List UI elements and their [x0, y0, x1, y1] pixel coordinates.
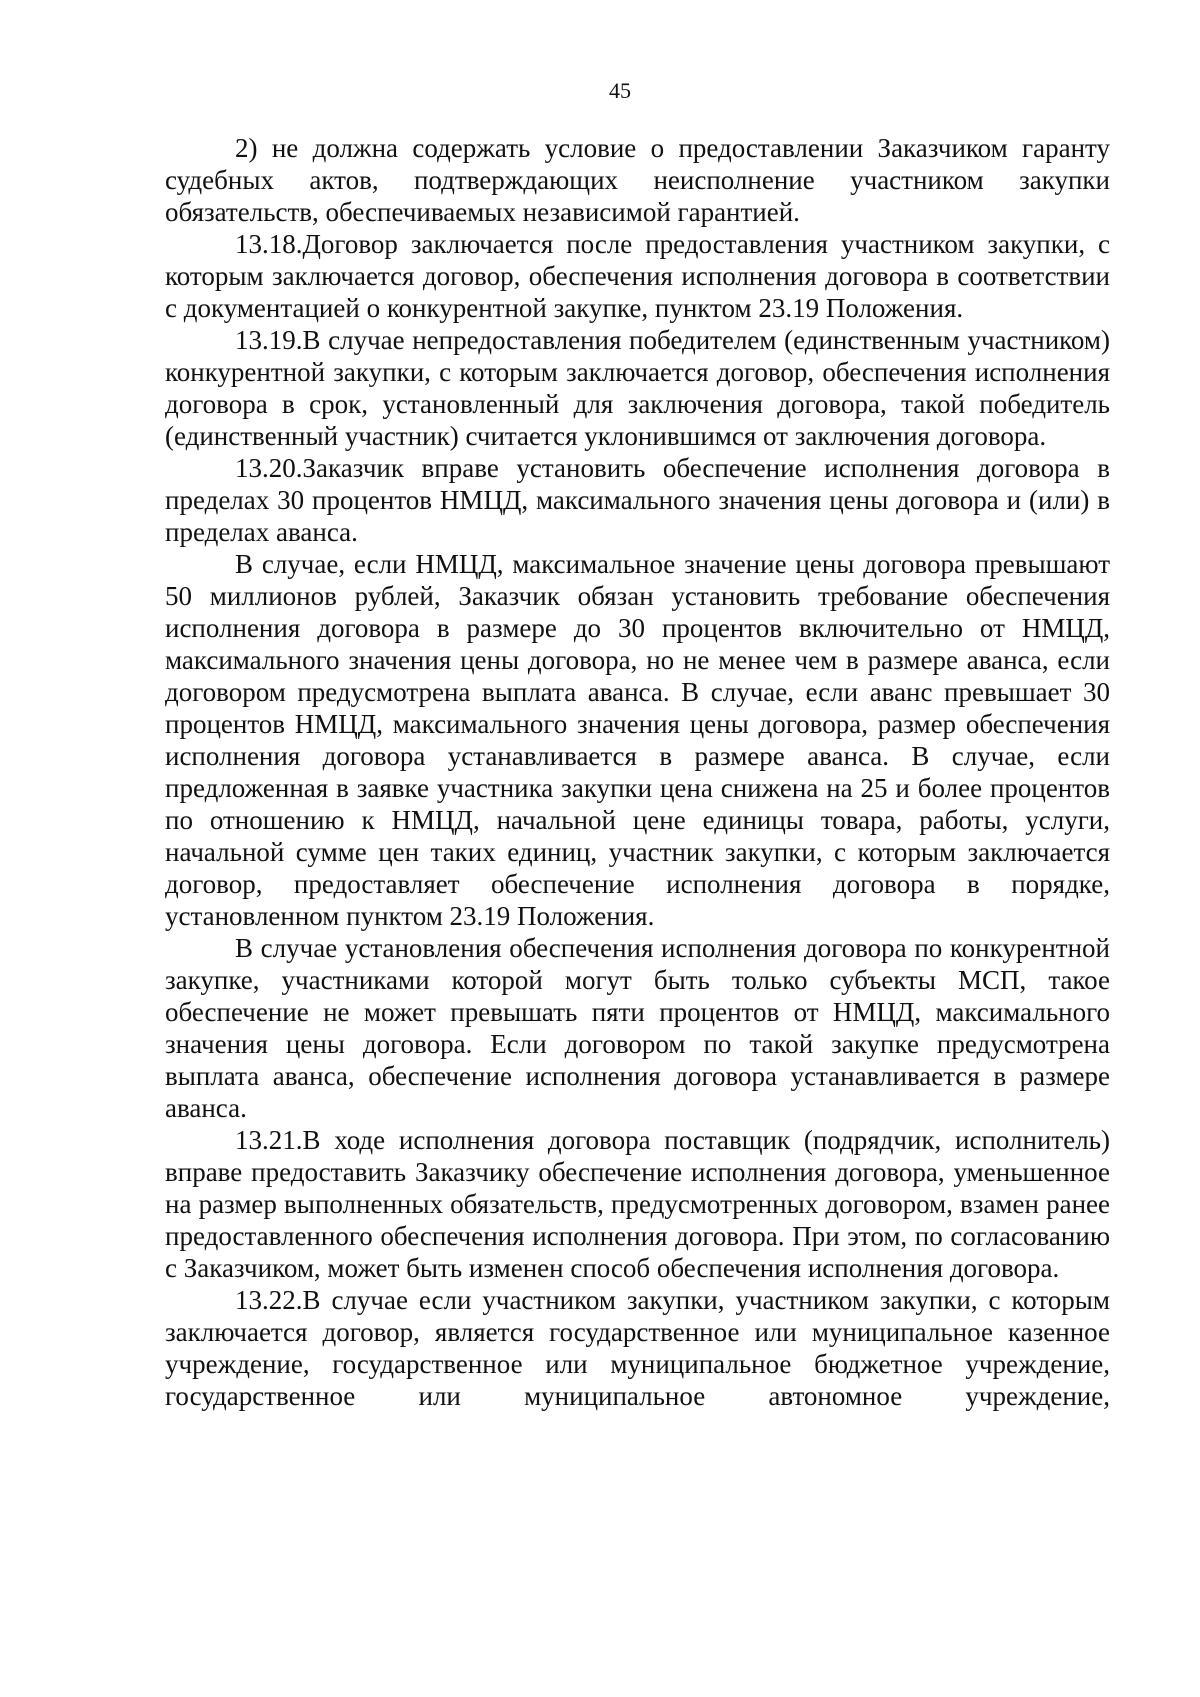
paragraph-13-19: 13.19.В случае непредоставления победителем (единственным участником) конкурентной закупки, с которым заключается договор, обеспечения исполнения договора в срок, установленный для заключения договора, такой победитель (единственный участник) считается уклонившимся от заключения договора. — [165, 325, 1110, 451]
paragraph-13-20-nmcd-over-50m: В случае, если НМЦД, максимальное значение цены договора превышают 50 миллионов рублей, Заказчик обязан установить требование обеспечения исполнения договора в размере до 30 процентов включительно от НМЦД, максимального значения цены договора, но не менее чем в размере аванса, если договором предусмотрена выплата аванса. В случае, если аванс превышает 30 процентов НМЦД, максимального значения цены договора, размер обеспечения исполнения договора устанавливается в размере аванса. В случае, если предложенная в заявке участника закупки цена снижена на 25 и более процентов по отношению к НМЦД, начальной цене единицы товара, работы, услуги, начальной сумме цен таких единиц, участник закупки, с которым заключается договор, предоставляет обеспечение исполнения договора в порядке, установленном пунктом 23.19 Положения. — [165, 549, 1110, 931]
paragraph-guarantee-condition: 2) не должна содержать условие о предоставлении Заказчиком гаранту судебных актов, подтверждающих неисполнение участником закупки обязательств, обеспечиваемых независимой гарантией. — [165, 133, 1110, 227]
paragraph-13-21: 13.21.В ходе исполнения договора поставщик (подрядчик, исполнитель) вправе предоставить Заказчику обеспечение исполнения договора, уменьшенное на размер выполненных обязательств, предусмотренных договором, взамен ранее предоставленного обеспечения исполнения договора. При этом, по согласованию с Заказчиком, может быть изменен способ обеспечения исполнения договора. — [165, 1125, 1110, 1283]
paragraph-13-20: 13.20.Заказчик вправе установить обеспечение исполнения договора в пределах 30 процентов НМЦД, максимального значения цены договора и (или) в пределах аванса. — [165, 453, 1110, 547]
paragraph-13-22: 13.22.В случае если участником закупки, участником закупки, с которым заключается договор, является государственное или муниципальное казенное учреждение, государственное или муниципальное бюджетное учреждение, государственное или муниципальное автономное учреждение, — [165, 1285, 1110, 1411]
paragraph-13-20-msp: В случае установления обеспечения исполнения договора по конкурентной закупке, участниками которой могут быть только субъекты МСП, такое обеспечение не может превышать пяти процентов от НМЦД, максимального значения цены договора. Если договором по такой закупке предусмотрена выплата аванса, обеспечение исполнения договора устанавливается в размере аванса. — [165, 933, 1110, 1123]
page-number: 45 — [609, 78, 631, 103]
document-body — [165, 132, 1110, 1412]
paragraph-13-18: 13.18.Договор заключается после предоставления участником закупки, с которым заключается договор, обеспечения исполнения договора в соответствии с документацией о конкурентной закупке, пунктом 23.19 Положения. — [165, 229, 1110, 323]
